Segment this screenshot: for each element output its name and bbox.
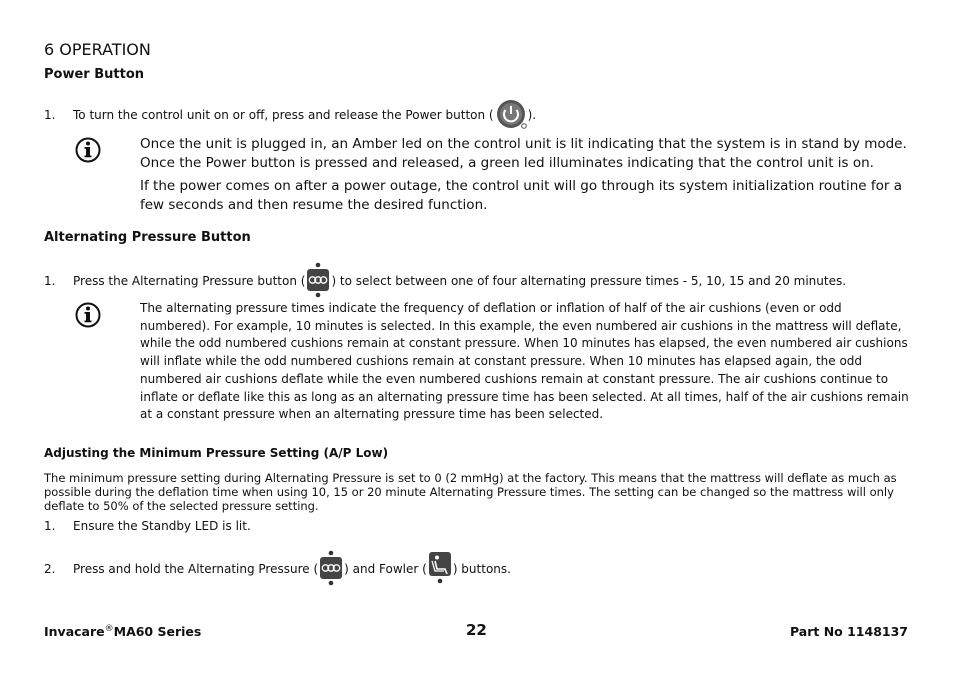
alternating-pressure-icon xyxy=(305,262,331,302)
fowler-icon xyxy=(427,550,453,590)
info-icon xyxy=(74,301,102,329)
step-number: 1. xyxy=(44,274,56,288)
step-text-end: ) buttons. xyxy=(452,562,511,576)
power-note xyxy=(140,135,910,219)
footer-series: MA60 Series xyxy=(113,624,202,640)
minimum-step-2 xyxy=(44,562,511,577)
minimum-intro: The minimum pressure setting during Alternating Pressure is set to 0 (2 mmHg) at the factory. This means that the mattress will deflate as much as possible during the deflation time when using 10, 15 or 20 minute Alternating Pressure times. The setting can be changed so the mattress will only deflate to 50% of the selected pressure setting. xyxy=(44,471,897,513)
note-paragraph: If the power comes on after a power outage, the control unit will go through its system initialization routine for a few seconds and then resume the desired function. xyxy=(140,178,902,213)
alternating-note xyxy=(140,300,910,428)
page-number: 22 xyxy=(466,621,487,639)
alternating-step-1 xyxy=(44,274,846,289)
step-text: Press the Alternating Pressure button ( xyxy=(73,274,306,288)
note-paragraph: Once the unit is plugged in, an Amber led on the control unit is lit indicating that the system is in stand by mode. Once the Power button is pressed and released, a green led illuminates indicating that the control unit is on. xyxy=(140,136,907,171)
footer-part-number: Part No 1148137 xyxy=(789,624,908,639)
footer-registered-mark: ® xyxy=(104,624,114,634)
alternating-heading: Alternating Pressure Button xyxy=(44,230,251,245)
power-button-heading: Power Button xyxy=(44,67,145,82)
step-text: To turn the control unit on or off, press and release the Power button ( xyxy=(73,108,494,122)
step-text-end: ). xyxy=(527,108,537,122)
power-button-icon xyxy=(494,98,528,134)
footer-product xyxy=(44,624,201,639)
step-text-end: ) to select between one of four alternating pressure times - 5, 10, 15 and 20 minutes. xyxy=(331,274,847,288)
step-number: 1. xyxy=(44,519,56,533)
power-step-1 xyxy=(44,108,536,123)
info-icon xyxy=(74,136,102,164)
step-number: 2. xyxy=(44,562,56,576)
step-text-mid: ) and Fowler ( xyxy=(344,562,427,576)
note-paragraph: The alternating pressure times indicate the frequency of deflation or inflation of half of the air cushions (even or odd numbered). For example, 10 minutes is selected. In this example, the even numbered air cushions in the mattress will deflate, while the odd numbered cushions remain at constant pressure. When 10 minutes has elapsed, the even numbered air cushions will inflate while the odd numbered cushions remain at constant pressure. When 10 minutes has elapsed again, the odd numbered air cushions deflate while the even numbered cushions remain at constant pressure. The air cushions continue to inflate or deflate like this as long as an alternating pressure time has been selected. At all times, half of the air cushions remain at a constant pressure when an alternating pressure time has been selected. xyxy=(140,301,909,422)
section-title: 6 OPERATION xyxy=(44,40,151,59)
minimum-step-1 xyxy=(44,519,251,534)
alternating-pressure-icon xyxy=(318,550,344,590)
step-text: Ensure the Standby LED is lit. xyxy=(73,519,251,533)
footer-brand: Invacare xyxy=(44,624,105,640)
step-text: Press and hold the Alternating Pressure ( xyxy=(73,562,319,576)
step-number: 1. xyxy=(44,108,56,122)
minimum-heading: Adjusting the Minimum Pressure Setting (A/P Low) xyxy=(44,446,389,460)
